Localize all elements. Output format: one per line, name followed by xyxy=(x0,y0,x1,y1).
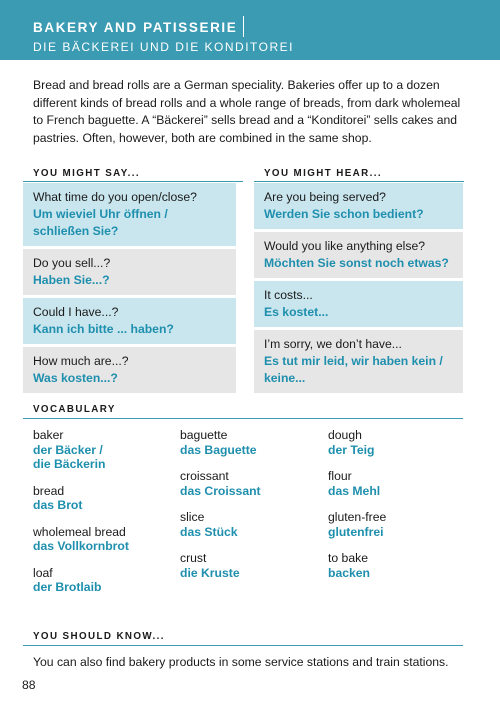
phrase-de: Es kostet... xyxy=(264,305,329,319)
vocab-de: der Brotlaib xyxy=(33,580,102,594)
phrase-cell xyxy=(23,183,236,246)
phrase-en: Could I have...? xyxy=(33,305,119,319)
vocabulary-column-2 xyxy=(180,428,261,592)
vocabulary-column-3 xyxy=(328,428,386,592)
section-title: BAKERY AND PATISSERIE xyxy=(33,20,238,35)
vocab-en: dough xyxy=(328,428,362,442)
vocab-de: der Teig xyxy=(328,442,375,457)
should-know-rule xyxy=(23,645,463,646)
hear-heading-rule xyxy=(254,181,464,182)
say-heading-rule xyxy=(23,181,243,182)
vocabulary-column-1 xyxy=(33,428,129,607)
you-might-hear-list xyxy=(254,183,463,396)
vocab-item xyxy=(180,551,261,580)
section-header xyxy=(0,0,500,60)
vocab-de: das Baguette xyxy=(180,442,257,457)
vocab-item xyxy=(33,525,129,554)
you-might-hear-heading: YOU MIGHT HEAR... xyxy=(264,168,382,179)
page-number: 88 xyxy=(22,678,36,692)
phrase-de: Was kosten...? xyxy=(33,371,118,385)
vocab-item xyxy=(328,428,386,457)
vocab-de: das Brot xyxy=(33,498,83,512)
phrase-en: I’m sorry, we don’t have... xyxy=(264,337,402,351)
vocab-item xyxy=(328,469,386,498)
phrase-en: What time do you open/close? xyxy=(33,190,197,204)
vocab-item xyxy=(328,510,386,539)
you-should-know-heading: YOU SHOULD KNOW... xyxy=(33,631,165,642)
phrase-cell xyxy=(254,330,463,393)
vocab-de: das Mehl xyxy=(328,483,381,498)
vocab-item xyxy=(33,484,129,513)
phrase-en: Would you like anything else? xyxy=(264,239,426,253)
vocab-item xyxy=(33,566,129,595)
vocab-de: backen xyxy=(328,565,371,580)
vocab-item xyxy=(180,469,261,498)
vocab-en: baker xyxy=(33,428,64,442)
you-might-say-heading: YOU MIGHT SAY... xyxy=(33,168,140,179)
phrase-en: Do you sell...? xyxy=(33,256,111,270)
phrase-cell xyxy=(23,347,236,393)
vocab-de: das Croissant xyxy=(180,483,261,498)
vocab-de: das Stück xyxy=(180,524,238,539)
intro-paragraph: Bread and bread rolls are a German speciality. Bakeries offer up to a dozen different kinds of bread rolls and a whole range of breads, from dark wholemeal to French baguette. A “Bäckerei” sells bread and a “Konditorei” sells cakes and pastries. Often, however, both are combined in the same shop. xyxy=(33,78,461,145)
vocab-en: wholemeal bread xyxy=(33,524,126,539)
vocab-en: bread xyxy=(33,483,65,498)
you-might-say-list xyxy=(23,183,236,396)
vocab-item xyxy=(180,428,261,457)
vocab-item xyxy=(180,510,261,539)
phrase-en: It costs... xyxy=(264,288,313,302)
phrase-en: Are you being served? xyxy=(264,190,386,204)
vocab-en: loaf xyxy=(33,565,53,580)
phrase-cell xyxy=(23,249,236,295)
vocab-de: das Vollkornbrot xyxy=(33,539,129,553)
phrase-cell xyxy=(254,281,463,327)
vocab-en: baguette xyxy=(180,428,228,442)
vocab-en: to bake xyxy=(328,551,368,565)
vocabulary-heading: VOCABULARY xyxy=(33,404,116,415)
phrase-de: Es tut mir leid, wir haben kein / keine... xyxy=(264,354,443,385)
phrase-cell xyxy=(254,232,463,278)
phrase-de: Kann ich bitte ... haben? xyxy=(33,322,174,336)
phrase-en: How much are...? xyxy=(33,354,129,368)
phrase-de: Um wieviel Uhr öffnen / schließen Sie? xyxy=(33,207,168,238)
vocab-item xyxy=(33,428,129,472)
vocabulary-rule xyxy=(23,418,463,419)
vocab-en: flour xyxy=(328,469,352,483)
vocab-de: glutenfrei xyxy=(328,524,384,539)
vocab-de: die Kruste xyxy=(180,565,240,580)
vocab-en: gluten-free xyxy=(328,510,387,524)
vocab-en: slice xyxy=(180,510,205,524)
phrase-cell xyxy=(23,298,236,344)
section-subtitle: DIE BÄCKEREI UND DIE KONDITOREI xyxy=(33,40,294,54)
phrase-cell xyxy=(254,183,463,229)
vocab-en: crust xyxy=(180,551,207,565)
vocab-en: croissant xyxy=(180,469,229,483)
vocab-item xyxy=(328,551,386,580)
phrase-de: Haben Sie...? xyxy=(33,273,110,287)
phrase-de: Werden Sie schon bedient? xyxy=(264,207,424,221)
title-divider xyxy=(243,16,244,37)
vocab-de: der Bäcker / die Bäckerin xyxy=(33,442,106,471)
you-should-know-text: You can also find bakery products in some service stations and train stations. xyxy=(33,655,449,669)
phrase-de: Möchten Sie sonst noch etwas? xyxy=(264,256,449,270)
